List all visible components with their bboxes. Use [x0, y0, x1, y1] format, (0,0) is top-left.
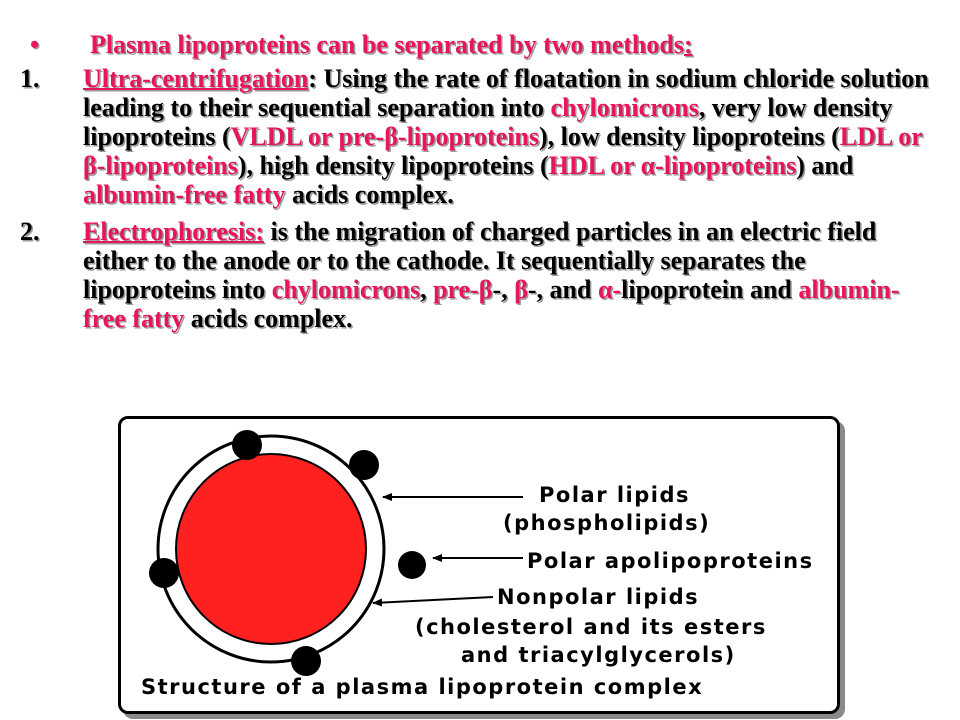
label-polar-apolipoproteins: Polar apolipoproteins	[527, 549, 814, 573]
text-run: ) and	[796, 151, 854, 180]
text-run: ), high density lipoproteins (	[237, 151, 549, 180]
apolipoprotein	[149, 558, 179, 588]
highlight-albumin: albumin-free fatty	[83, 180, 286, 209]
highlight-pre-beta: pre-β	[433, 275, 493, 304]
text-run: acids complex.	[285, 180, 454, 209]
text-run: : Using the rate of floatation in sodium chloride solution leading to their sequential separation into	[83, 64, 929, 122]
item-number: 2.	[20, 217, 40, 246]
diagram-caption: Structure of a plasma lipoprotein complex	[141, 675, 704, 699]
label-nonpolar-lipids: Nonpolar lipids	[497, 585, 700, 609]
label-cholesterol: (cholesterol and its esters	[415, 615, 767, 639]
lipid-core	[176, 454, 366, 644]
highlight-ldl: LDL or β-lipoproteins	[83, 122, 923, 180]
intro-bullet	[20, 30, 940, 62]
text-run: , very low density lipoproteins (	[83, 93, 893, 151]
lipoprotein-diagram	[118, 416, 840, 714]
label-triacylglycerols: and triacylglycerols)	[461, 643, 736, 667]
apolipoprotein	[398, 551, 426, 579]
highlight-alpha: α-	[597, 275, 622, 304]
intro-colon: :	[683, 30, 693, 59]
text-run: ), low density lipoproteins (	[539, 122, 840, 151]
label-polar-lipids: Polar lipids	[539, 483, 691, 507]
apolipoprotein	[291, 646, 321, 676]
highlight-hdl: HDL or α-lipoproteins	[548, 151, 797, 180]
highlight-chylomicrons: chylomicrons	[550, 93, 699, 122]
text-run: -, and	[527, 275, 598, 304]
text-run: lipoprotein and	[621, 275, 799, 304]
slide-text	[20, 30, 940, 333]
method-title: Electrophoresis:	[83, 217, 265, 246]
apolipoprotein	[232, 430, 262, 460]
method-title: Ultra-centrifugation	[83, 64, 309, 93]
highlight-vldl: VLDL or pre-β-lipoproteins	[230, 122, 540, 151]
label-phospholipids: (phospholipids)	[503, 511, 711, 535]
method-ultracentrifugation	[20, 64, 940, 209]
apolipoprotein	[349, 450, 379, 480]
method-electrophoresis	[20, 217, 940, 333]
highlight-chylomicrons: chylomicrons	[271, 275, 421, 304]
item-number: 1.	[20, 64, 40, 93]
text-run: acids complex.	[184, 304, 353, 333]
text-run: ,	[420, 275, 434, 304]
text-run: -,	[492, 275, 515, 304]
highlight-beta: β	[514, 275, 528, 304]
highlight-albumin: albumin-free fatty	[83, 275, 900, 333]
intro-text: Plasma lipoproteins can be separated by two methods	[90, 30, 684, 59]
bullet-dot: •	[30, 30, 40, 59]
text-run: is the migration of charged particles in an electric field either to the anode or to the cathode. It sequentially separates the lipoproteins into	[83, 217, 877, 304]
arrow-nonpolar-lipids	[373, 597, 493, 603]
